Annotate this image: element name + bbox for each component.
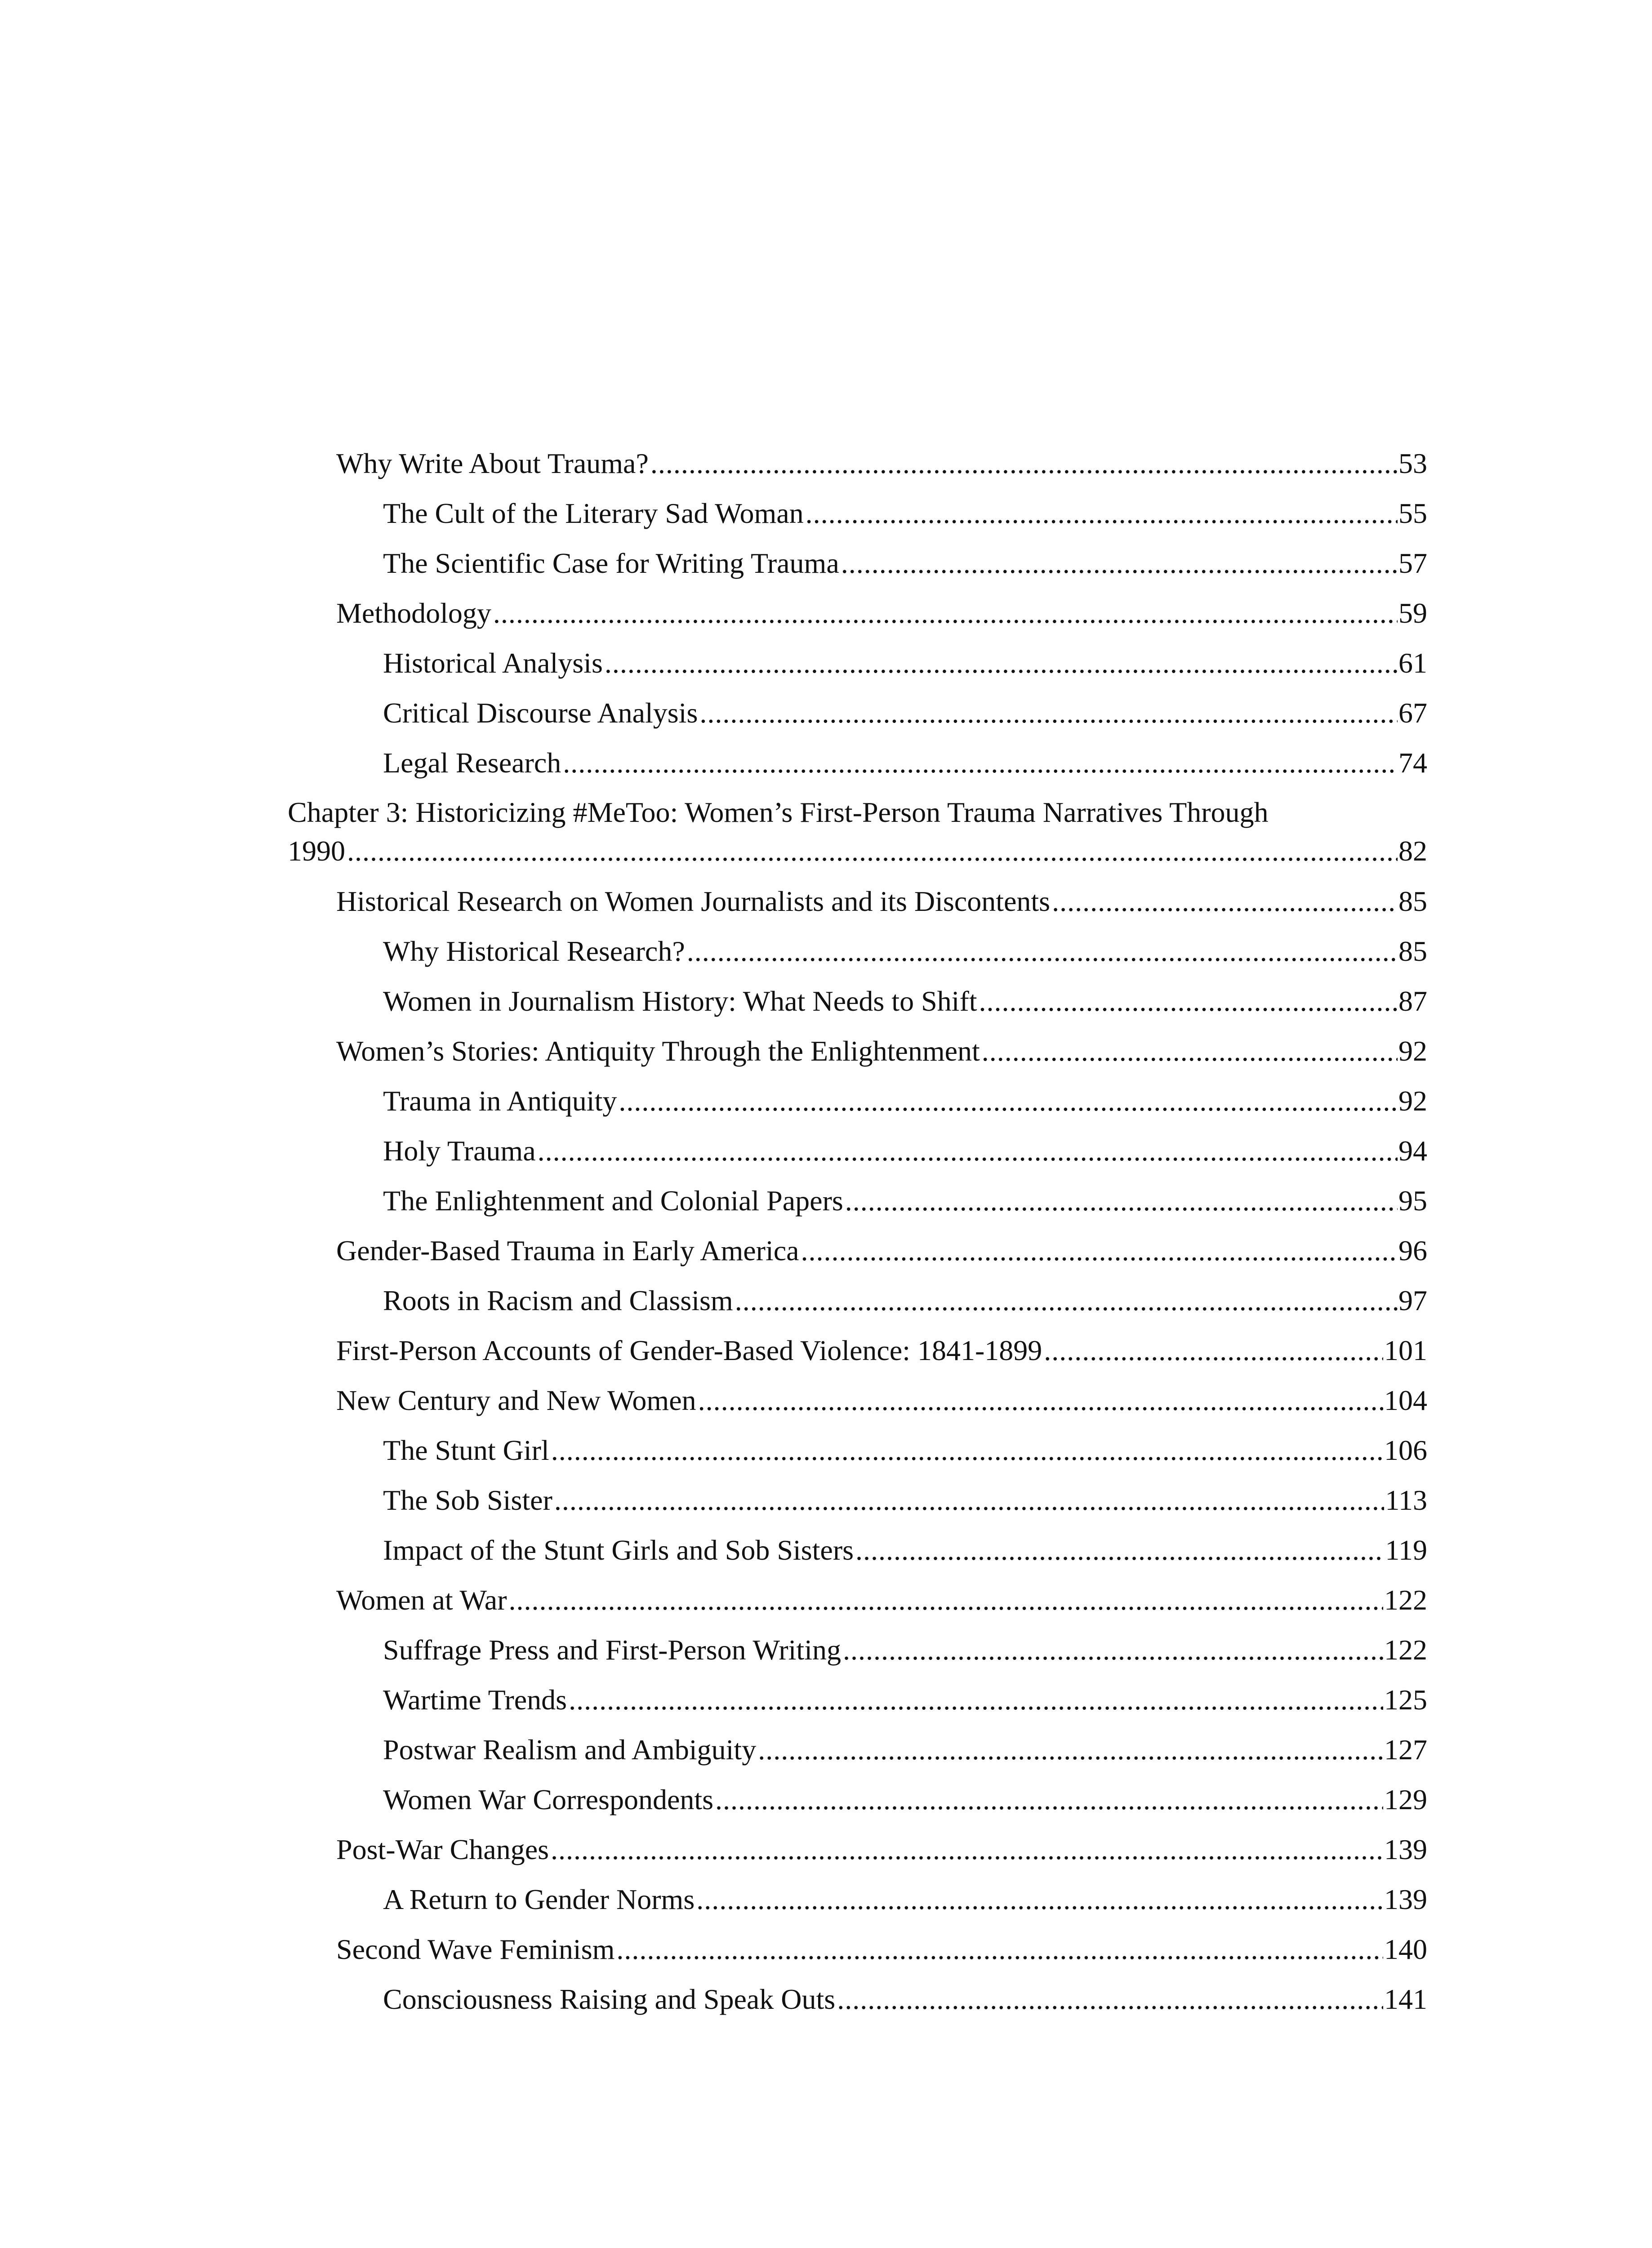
dot-leader [855, 1525, 1384, 1575]
toc-entry-page-number: 122 [1384, 1634, 1427, 1666]
dot-leader [687, 926, 1398, 976]
toc-entry-title: Gender-Based Trauma in Early America [336, 1235, 799, 1267]
toc-entry[interactable] [288, 688, 1427, 738]
toc-entry-page-number: 140 [1384, 1933, 1427, 1965]
toc-entry[interactable] [288, 438, 1427, 488]
toc-entry-title: Legal Research [383, 747, 561, 779]
toc-entry-title: Holy Trauma [383, 1135, 536, 1167]
toc-entry-page-number: 92 [1398, 1085, 1427, 1117]
toc-entry[interactable] [288, 638, 1427, 688]
dot-leader [979, 976, 1398, 1026]
dot-leader [551, 1425, 1383, 1475]
dot-leader [616, 1924, 1383, 1974]
toc-entry-page-number: 139 [1384, 1883, 1427, 1915]
chapter-title-line-2 [288, 832, 1427, 870]
toc-entry[interactable] [288, 1775, 1427, 1824]
toc-entry-page-number: 67 [1398, 697, 1427, 729]
toc-entry[interactable] [288, 926, 1427, 976]
toc-entry-title: Postwar Realism and Ambiguity [383, 1734, 757, 1766]
toc-entry-title: The Enlightenment and Colonial Papers [383, 1185, 843, 1217]
toc-entry-page-number: 127 [1384, 1734, 1427, 1766]
dot-leader [698, 1375, 1383, 1425]
toc-entry[interactable] [288, 976, 1427, 1026]
toc-entry-title: Women at War [336, 1584, 507, 1616]
dot-leader [837, 1974, 1383, 2024]
toc-entry-title: Post-War Changes [336, 1833, 549, 1865]
toc-entry[interactable] [288, 1725, 1427, 1775]
toc-entry-page-number: 141 [1384, 1983, 1427, 2015]
toc-entry-page-number: 119 [1385, 1534, 1427, 1566]
dot-leader [841, 538, 1398, 588]
toc-entry[interactable] [288, 1824, 1427, 1874]
toc-section-after-chapter [288, 876, 1427, 2024]
toc-entry-title: The Stunt Girl [383, 1434, 549, 1466]
dot-leader [493, 588, 1398, 638]
chapter-page-number: 82 [1398, 835, 1427, 867]
chapter-title-continuation: 1990 [288, 835, 345, 867]
toc-entry-title: Why Historical Research? [383, 935, 685, 967]
toc-entry[interactable] [288, 1675, 1427, 1725]
dot-leader [1052, 876, 1398, 926]
dot-leader [715, 1775, 1383, 1824]
toc-entry-page-number: 74 [1398, 747, 1427, 779]
toc-entry-title: Why Write About Trauma? [336, 447, 649, 479]
toc-entry-page-number: 95 [1398, 1185, 1427, 1217]
toc-entry[interactable] [288, 1924, 1427, 1974]
toc-entry[interactable] [288, 488, 1427, 538]
toc-entry[interactable] [288, 1226, 1427, 1276]
dot-leader [758, 1725, 1383, 1775]
toc-entry-page-number: 85 [1398, 885, 1427, 917]
toc-entry-page-number: 129 [1384, 1784, 1427, 1815]
toc-entry-page-number: 104 [1384, 1384, 1427, 1416]
toc-entry-title: The Cult of the Literary Sad Woman [383, 497, 804, 529]
toc-entry[interactable] [288, 876, 1427, 926]
toc-entry-page-number: 57 [1398, 547, 1427, 579]
dot-leader [347, 832, 1398, 870]
toc-entry-page-number: 87 [1398, 985, 1427, 1017]
dot-leader [845, 1176, 1398, 1226]
toc-entry-title: Roots in Racism and Classism [383, 1285, 733, 1316]
table-of-contents [288, 438, 1427, 2024]
toc-entry-title: Women’s Stories: Antiquity Through the Enlightenment [336, 1035, 980, 1067]
toc-entry-title: Second Wave Feminism [336, 1933, 615, 1965]
dot-leader [982, 1026, 1398, 1076]
toc-entry-page-number: 139 [1384, 1833, 1427, 1865]
toc-entry-title: Women War Correspondents [383, 1784, 714, 1815]
toc-entry-title: Critical Discourse Analysis [383, 697, 698, 729]
toc-entry-page-number: 125 [1384, 1684, 1427, 1716]
toc-entry[interactable] [288, 1176, 1427, 1226]
toc-entry-page-number: 113 [1385, 1484, 1427, 1516]
toc-entry-title: First-Person Accounts of Gender-Based Violence: 1841-1899 [336, 1334, 1042, 1366]
toc-entry-page-number: 97 [1398, 1285, 1427, 1316]
dot-leader [806, 488, 1398, 538]
toc-entry[interactable] [288, 588, 1427, 638]
toc-entry-title: New Century and New Women [336, 1384, 696, 1416]
toc-entry-page-number: 85 [1398, 935, 1427, 967]
toc-entry-title: The Scientific Case for Writing Trauma [383, 547, 839, 579]
toc-entry-page-number: 59 [1398, 597, 1427, 629]
toc-entry-title: Historical Analysis [383, 647, 603, 679]
toc-entry-page-number: 101 [1384, 1334, 1427, 1366]
dot-leader [605, 638, 1398, 688]
dot-leader [509, 1575, 1384, 1625]
toc-entry-title: Wartime Trends [383, 1684, 567, 1716]
toc-entry[interactable] [288, 1076, 1427, 1126]
dot-leader [551, 1824, 1383, 1874]
toc-entry-page-number: 53 [1398, 447, 1427, 479]
toc-chapter-entry[interactable] [288, 788, 1427, 876]
dot-leader [801, 1226, 1398, 1276]
toc-entry[interactable] [288, 738, 1427, 788]
toc-entry[interactable] [288, 1375, 1427, 1425]
toc-entry[interactable] [288, 1325, 1427, 1375]
toc-entry-page-number: 94 [1398, 1135, 1427, 1167]
toc-entry[interactable] [288, 1475, 1427, 1525]
toc-entry-title: Suffrage Press and First-Person Writing [383, 1634, 841, 1666]
toc-entry-page-number: 55 [1398, 497, 1427, 529]
toc-entry[interactable] [288, 1625, 1427, 1675]
toc-entry-page-number: 122 [1384, 1584, 1427, 1616]
toc-entry-title: Impact of the Stunt Girls and Sob Sisters [383, 1534, 854, 1566]
dot-leader [696, 1874, 1383, 1924]
toc-entry[interactable] [288, 1276, 1427, 1325]
toc-entry-title: The Sob Sister [383, 1484, 552, 1516]
toc-entry[interactable] [288, 1425, 1427, 1475]
toc-entry[interactable] [288, 1974, 1427, 2024]
toc-entry-page-number: 92 [1398, 1035, 1427, 1067]
toc-entry-title: Methodology [336, 597, 491, 629]
dot-leader [699, 688, 1398, 738]
toc-entry-page-number: 106 [1384, 1434, 1427, 1466]
dot-leader [1044, 1325, 1383, 1375]
dot-leader [538, 1126, 1398, 1176]
toc-entry[interactable] [288, 1026, 1427, 1076]
toc-section-before-chapter [288, 438, 1427, 788]
chapter-title-line-1: Chapter 3: Historicizing #MeToo: Women’s First-Person Trauma Narratives Through [288, 796, 1269, 828]
toc-entry-title: Trauma in Antiquity [383, 1085, 617, 1117]
dot-leader [735, 1276, 1398, 1325]
toc-entry[interactable] [288, 1126, 1427, 1176]
dot-leader [650, 438, 1398, 488]
toc-entry[interactable] [288, 1575, 1427, 1625]
dot-leader [619, 1076, 1398, 1126]
toc-entry-page-number: 96 [1398, 1235, 1427, 1267]
dot-leader [554, 1475, 1385, 1525]
toc-entry[interactable] [288, 1525, 1427, 1575]
dot-leader [563, 738, 1398, 788]
toc-entry-title: Women in Journalism History: What Needs to Shift [383, 985, 977, 1017]
dot-leader [843, 1625, 1383, 1675]
toc-entry[interactable] [288, 1874, 1427, 1924]
toc-entry[interactable] [288, 538, 1427, 588]
dot-leader [569, 1675, 1383, 1725]
toc-entry-title: Historical Research on Women Journalists and its Discontents [336, 885, 1051, 917]
toc-entry-title: A Return to Gender Norms [383, 1883, 695, 1915]
toc-entry-page-number: 61 [1398, 647, 1427, 679]
toc-entry-title: Consciousness Raising and Speak Outs [383, 1983, 836, 2015]
